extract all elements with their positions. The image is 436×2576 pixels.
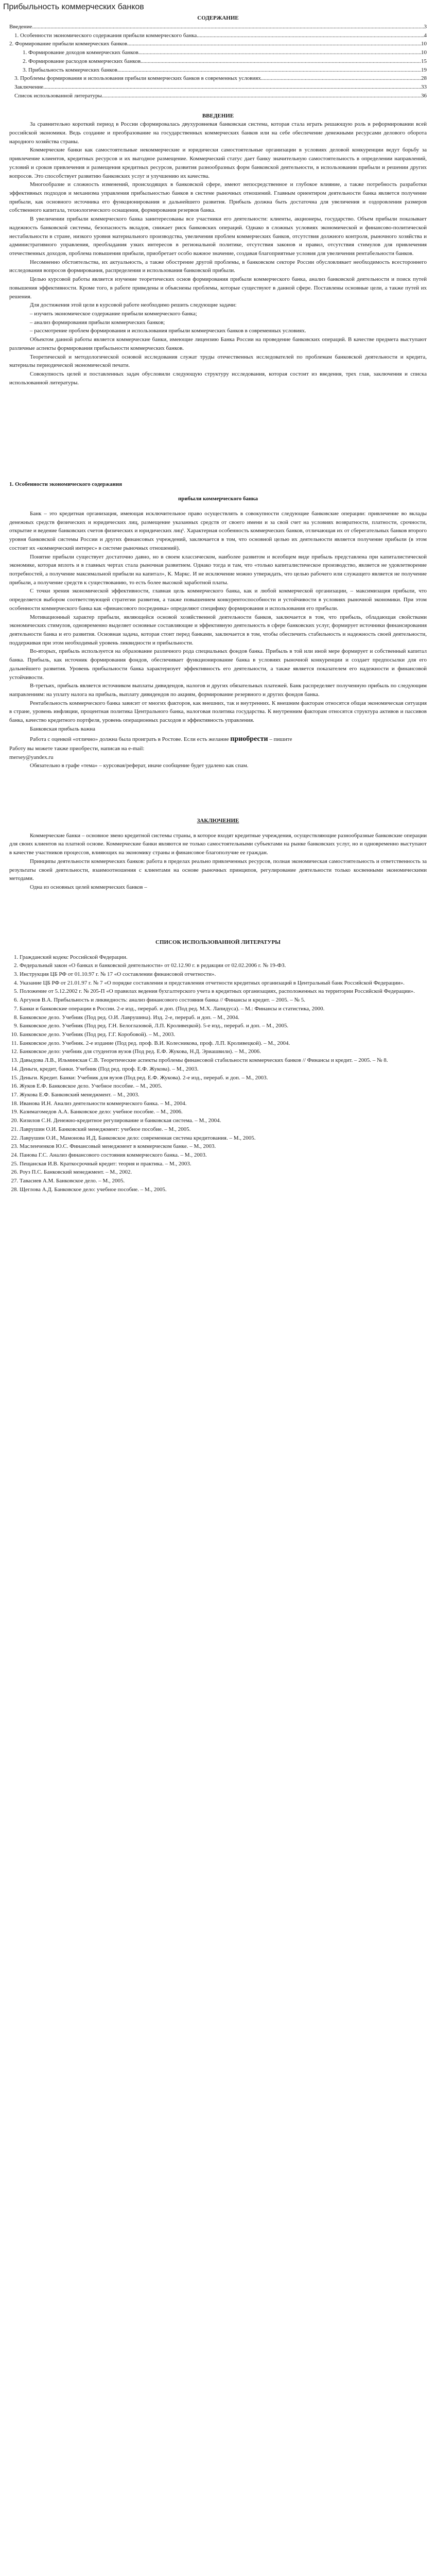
intro-paragraph: За сравнительно короткий период в России сформировалась двухуровневая банковская система, которая стала играть решающую роль в реформировании всей российской экономики. Ведь создание и преобразование на государственных коммерческих банков или на себе обеспечение денежными ресурсами делового оборота народного хозяйства страны. — [9, 121, 427, 145]
reference-item: 7. Банки и банковские операции в России. 2-е изд., перераб. и доп. (Под ред. М.Х. Лапидуса). – М.: Финансы и статистика, 2000. — [20, 1005, 427, 1013]
toc-label: 3. Прибыльность коммерческих банков — [23, 66, 117, 73]
intro-paragraph: Теоретической и методологической основой исследования служат труды отечественных исследователей по проблемам банковской деятельности и кредита, материалы периодической экономической печати. — [9, 353, 427, 369]
toc-page: 3 — [424, 24, 427, 30]
toc-references[interactable] — [9, 92, 427, 100]
toc-page: 15 — [421, 58, 427, 64]
reference-item: 8. Банковское дело. Учебник (Под ред. О.И. Лаврушина). Изд. 2-е, перераб. и доп. – М., 2004. — [20, 1013, 427, 1022]
chapter1-paragraph: Во-вторых, прибыль используется на образование различного рода специальных фондов банка. Прибыль в той или иной мере формирует и собственный капитал банка. Прибыль, как источник формирования фондов, обеспечивает функционирование банка в условиях рыночной конкуренции и создает предпосылки для его дальнейшего развития. Уровень прибыльности банка характеризует эффективность его деятельности, а также является показателем его надежности и финансовой устойчивости. — [9, 648, 427, 681]
toc-page: 33 — [421, 84, 427, 91]
reference-item: 3. Инструкция ЦБ РФ от 01.10.97 г. № 17 «О составлении финансовой отчетности». — [20, 970, 427, 979]
toc-page: 19 — [421, 66, 427, 73]
toc-label: Заключение — [14, 84, 44, 91]
page-title: Прибыльность коммерческих банков — [3, 3, 144, 11]
toc-intro[interactable] — [9, 23, 427, 31]
chapter1-paragraph: Понятие прибыли существует достаточно давно, но в своем классическом, наиболее развитом и всеобщем виде прибыль представлена при капиталистической экономике, которая вплоть и в главных чертах стала рыночная развитием. Однако тогда и там, что «только капиталистическое производство, является не удовлетворение потребностей, а получение максимальной прибыли на капитал», К. Маркс. И не исключение можно утверждать, что целью рабочего или служащего является не получение прибыли, а получение средств к существованию, то есть более высокой заработной платы. — [9, 553, 427, 586]
reference-item: 22. Лаврушин О.И., Мамонова И.Д. Банковское дело: современная система кредитования. – М., 2005. — [20, 1134, 427, 1143]
contact-lead: Работу вы можете также приобрести, написав на e-mail: — [9, 745, 145, 752]
reference-item: 5. Положение от 5.12.2002 г. № 205-П «О правилах ведения бухгалтерского учета в кредитных организациях, расположенных на территории Российской Федерации». — [20, 987, 427, 996]
reference-item: 21. Лаврушин О.И. Банковский менеджмент: учебное пособие. – М., 2005. — [20, 1125, 427, 1134]
reference-item: 25. Пещанская И.В. Краткосрочный кредит: теория и практика. – М., 2003. — [20, 1160, 427, 1168]
intro-paragraph: Целью курсовой работы является изучение теоретических основ формирования прибыли коммерческого банка, анализ банковской деятельности и поиск путей повышения эффективности. Кроме того, в работе приведены и объяснены проблемы, которые существуют в данной сфере. Поставлены основные цели, а также путей их решения. — [9, 276, 427, 300]
intro-heading: ВВЕДЕНИЕ — [202, 112, 234, 119]
chapter1-heading: 1. Особенности экономического содержания — [9, 481, 123, 487]
reference-item: 20. Кизилов С.Н. Денежно-кредитное регулирование и банковская система. – М., 2004. — [20, 1116, 427, 1125]
conclusion-tail: Одна из основных целей коммерческих банков – — [30, 884, 147, 891]
chapter1-link-lead: Банковская прибыль важна — [30, 725, 96, 732]
intro-paragraph: Совокупность целей и поставленных задач обусловили следующую структуру исследования, которая состоит из введения, трех глав, заключения и списка использованной литературы. — [9, 371, 427, 386]
toc-ch1[interactable] — [9, 31, 427, 40]
conclusion-paragraph: Принципы деятельности коммерческих банков: работа в пределах реально привлеченных ресурсов, полная экономическая самостоятельность и ответственность за результаты своей деятельности, взаимоотношения с клиентами на основе рыночных принципов, регулирование деятельности только косвенными экономическими методами. — [9, 858, 427, 882]
conclusion-paragraph: Коммерческие банки – основное звено кредитной системы страны, в которое входят кредитные учреждения, осуществляющие разнообразные банковские операции для своих клиентов на платной основе. Коммерческие банки являются не только самостоятельными субъектами на рынке банковских услуг, но и одновременно выступают в качестве участников процессов, влияющих на экономику страны и финансовое благополучие ее граждан. — [9, 832, 427, 856]
reference-item: 11. Банковское дело. Учебник. 2-е издание (Под ред. проф. В.И. Колесникова, проф. Л.П. Кроливецкой). – М., 2004. — [20, 1039, 427, 1048]
toc-label: 1. Особенности экономического содержания прибыли коммерческого банка — [14, 32, 197, 39]
intro-paragraph: Многообразие и сложность изменений, происходящих в банковской сфере, имеют непосредственное и глубокое влияние, а также потребность разработки эффективных подходов и механизма управления прибыльностью банков в системе рыночных отношений. Главным ориентиром деятельности банка является получение прибыли, как основного источника его функционирования и дальнейшего развития. Прибыль должна быть достаточна для увеличения и оздоровления размеров собственного капитала, технологического оснащения, формирования резервов банка. — [9, 181, 427, 214]
toc-page: 28 — [421, 75, 427, 82]
reference-item: 19. Казимагомедов А.А. Банковское дело: учебное пособие. – М., 2006. — [20, 1108, 427, 1116]
buy-link[interactable]: приобрести — [230, 735, 268, 743]
toc-ch2-1[interactable] — [9, 48, 427, 57]
toc-ch2-2[interactable] — [9, 57, 427, 66]
toc-heading: СОДЕРЖАНИЕ — [197, 15, 239, 22]
chapter1-paragraph: В-третьих, прибыль является источником выплаты дивидендов, налогов и других обязательных платежей. Банк распределяет полученную прибыль по следующим направлениям: на уплату налога на прибыль, выплату дивидендов по акциям, формирование резервного и других фондов банка. — [9, 683, 427, 698]
reference-item: 1. Гражданский кодекс Российской Федерации. — [20, 953, 427, 962]
reference-item: 9. Банковское дело. Учебник (Под ред. Г.Н. Белоглазовой, Л.П. Кроливецкой). 5-е изд., перераб. и доп. – М., 2005. — [20, 1022, 427, 1030]
chapter1-paragraph: Мотивационный характер прибыли, являющейся основой хозяйственной деятельности банков, заключается в том, что прибыль, обладающая свойствами экономических стимулов, одновременно выделяет основные составляющие и эффективную деятельность в сфере банковских услуг, формирует источники финансирования деятельности банка и его развития. Основная задача, которая стоит перед банками, заключается в том, чтобы обеспечить стабильность и надежность своей деятельности, поддерживая при этом необходимый уровень ликвидности и прибыльности. — [9, 614, 427, 646]
references-heading: СПИСОК ИСПОЛЬЗОВАННОЙ ЛИТЕРАТУРЫ — [155, 939, 281, 945]
toc-page: 10 — [421, 49, 427, 56]
toc-page: 36 — [421, 92, 427, 99]
intro-task: – изучить экономическое содержание прибыли коммерческого банка; — [30, 311, 197, 317]
chapter1-paragraph: Рентабельность коммерческого банка зависит от многих факторов, как внешних, так и внутренних. К внешним факторам относятся общая экономическая ситуация в стране, уровень инфляции, процентная политика Центрального банка, налоговая политика государства. К внутренним факторам относятся структура активов и пассивов банка, качество кредитного портфеля, уровень операционных расходов и эффективность управления. — [9, 700, 427, 724]
reference-item: 28. Щеглова А.Д. Банковское дело: учебное пособие. – М., 2005. — [20, 1185, 427, 1194]
reference-item: 13. Давыдова Л.В., Ильминская С.В. Теоретические аспекты проблемы финансовой стабильности коммерческих банков // Финансы и кредит. – 2005. – № 8. — [20, 1056, 427, 1065]
toc-ch3[interactable] — [9, 74, 427, 83]
ad-line — [9, 734, 427, 744]
toc-label: 2. Формирование прибыли коммерческих банков — [9, 41, 128, 47]
toc-label: 3. Проблемы формирования и использования прибыли коммерческих банков в современных условиях — [14, 75, 261, 82]
reference-item: 16. Жуков Е.Ф. Банковское дело. Учебное пособие. – М., 2005. — [20, 1082, 427, 1091]
intro-paragraph: Несомненно обстоятельства, их актуальность, а также обострение другой проблемы, в банковском секторе России обусловливает необходимость всестороннего исследования вопросов формирования, распределения и использования банковской прибыли. — [9, 259, 427, 274]
ad-tail: – пишите — [268, 736, 292, 742]
reference-item: 2. Федеральный закон «О банках и банковской деятельности» от 02.12.90 г. в редакции от 02.02.2006 г. № 19-ФЗ. — [20, 961, 427, 970]
toc-label: 1. Формирование доходов коммерческих банков — [23, 49, 138, 56]
reference-item: 6. Аргунов В.А. Прибыльность и ликвидность: анализ финансового состояния банка // Финансы и кредит. – 2005. – № 5. — [20, 996, 427, 1005]
toc-page: 4 — [424, 32, 427, 39]
reference-item: 4. Указание ЦБ РФ от 21.01.97 г. № 7 «О порядке составления и представления отчетности кредитных организаций в Центральный банк Российской Федерации». — [20, 979, 427, 988]
intro-paragraph: В увеличении прибыли коммерческого банка заинтересованы все участники его деятельности: клиенты, акционеры, государство. Объем прибыли показывает надежность банковской системы, безопасность вкладов, снижает риск банковских операций. Однако в сложных условиях экономической и финансово-политической нестабильности в стране, низкого уровня материального производства, увеличения проблем коммерческих банков, отсутствия должного контроля, рыночного хозяйства и административного управления, преобладания узких интересов в региональной политике, отсутствия законов и правил, отсутствия стимулов для привлечения отечественных доходов, проблема повышения прибыли, приобретает особо важное значение, создавая благоприятные условия для увеличения рентабельности банков. — [9, 216, 427, 257]
reference-item: 18. Иванова И.Н. Анализ деятельности коммерческого банка. – М., 2004. — [20, 1099, 427, 1108]
reference-item: 15. Деньги. Кредит. Банки: Учебник для вузов (Под ред. Е.Ф. Жукова). 2-е изд., перераб. и доп. – М., 2003. — [20, 1074, 427, 1082]
chapter1-subheading: прибыли коммерческого банка — [178, 496, 258, 502]
reference-item: 23. Масленченков Ю.С. Финансовый менеджмент в коммерческом банке. – М., 2003. — [20, 1142, 427, 1151]
reference-item: 17. Жукова Е.Ф. Банковский менеджмент. – М., 2003. — [20, 1091, 427, 1099]
intro-paragraph: Коммерческие банки как самостоятельные некоммерческие и юридически самостоятельные организации в условиях деловой конкуренции ведут борьбу за привлечение клиентов, кредитных ресурсов и их выгодное размещение. Коммерческий статус дает банку значительную самостоятельность в определении направлений, условий и сроков привлечения и размещения кредитных ресурсов, развития разнообразных форм банковской деятельности, в использовании прибыли и решении других вопросов. Это способствует развитию банковских услуг и улучшению их качества. — [9, 147, 427, 179]
toc-label: 2. Формирование расходов коммерческих банков — [23, 58, 141, 64]
document-body — [3, 14, 433, 1194]
intro-tasks-lead: Для достижения этой цели в курсовой работе необходимо решить следующие задачи: — [30, 302, 237, 309]
toc-ch2-3[interactable] — [9, 66, 427, 75]
toc-ch2[interactable] — [9, 40, 427, 48]
toc-label: Список использованной литературы — [14, 92, 102, 99]
reference-item: 24. Панова Г.С. Анализ финансового состояния коммерческого банка. – М., 2003. — [20, 1151, 427, 1160]
toc-page: 10 — [421, 41, 427, 47]
intro-task: – анализ формирования прибыли коммерческих банков; — [30, 319, 165, 326]
reference-item: 12. Банковское дело: учебник для студентов вузов (Под ред. Е.Ф. Жукова, Н.Д. Эриашвили). – М., 2006. — [20, 1047, 427, 1056]
toc-label: Введение — [9, 24, 32, 30]
chapter1-paragraph: Банк – это кредитная организация, имеющая исключительное право осуществлять в совокупности следующие банковские операции: привлечение во вклады денежных средств физических и юридических лиц, размещение указанных средств от своего имени и за свой счет на условиях возвратности, платности, срочности, открытие и ведение банковских счетов физических и юридических лиц¹. Характерная особенность коммерческих банков, отличающая их от сберегательных банков второго уровня банковской системы России и других финансовых учреждений, заключается в том, что основной целью их деятельности является получение прибыли (в этом состоит их «коммерческий интерес» в системе рыночных отношений). — [9, 510, 427, 551]
intro-paragraph: Объектом данной работы является коммерческие банки, имеющие лицензию Банка России на проведение банковских операций. В качестве предмета выступают различные аспекты формирования прибыльности коммерческих банков. — [9, 336, 427, 351]
reference-item: 26. Роуз П.С. Банковский менеджмент. – М., 2002. — [20, 1168, 427, 1177]
page — [0, 0, 436, 1205]
intro-task: – рассмотрение проблем формирования и использования прибыли коммерческих банков в современных условиях. — [30, 328, 306, 334]
reference-item: 10. Банковское дело. Учебник (Под ред. Г.Г. Коробовой). – М., 2003. — [20, 1030, 427, 1039]
reference-item: 27. Тавасиев А.М. Банковское дело. – М., 2005. — [20, 1177, 427, 1185]
contact-email[interactable]: mersey@yandex.ru — [9, 754, 54, 760]
toc-conclusion[interactable] — [9, 83, 427, 92]
references-list — [9, 953, 427, 1194]
ad-text: Работа с оценкой «отлично» должна была проиграть в Ростове. Если есть желание — [30, 736, 229, 742]
chapter1-paragraph: С точки зрения экономической эффективности, главная цель коммерческого банка, как и любой коммерческой организации, – максимизация прибыли, что определяется выбором соответствующей стратегии развития, а также повышением конкурентоспособности и устойчивости в условиях рыночной экономики. При этом особенности коммерческого банка как «финансового посредника» определяют специфику формирования и использования его прибыли. — [9, 588, 427, 612]
reference-item: 14. Деньги, кредит, банки. Учебник (Под ред. проф. Е.Ф. Жукова). – М., 2003. — [20, 1065, 427, 1074]
conclusion-heading: ЗАКЛЮЧЕНИЕ — [197, 818, 239, 824]
contact-note: Обязательно в графе «тема» – курсовая/реферат, иначе сообщение будет удалено как спам. — [30, 762, 249, 769]
